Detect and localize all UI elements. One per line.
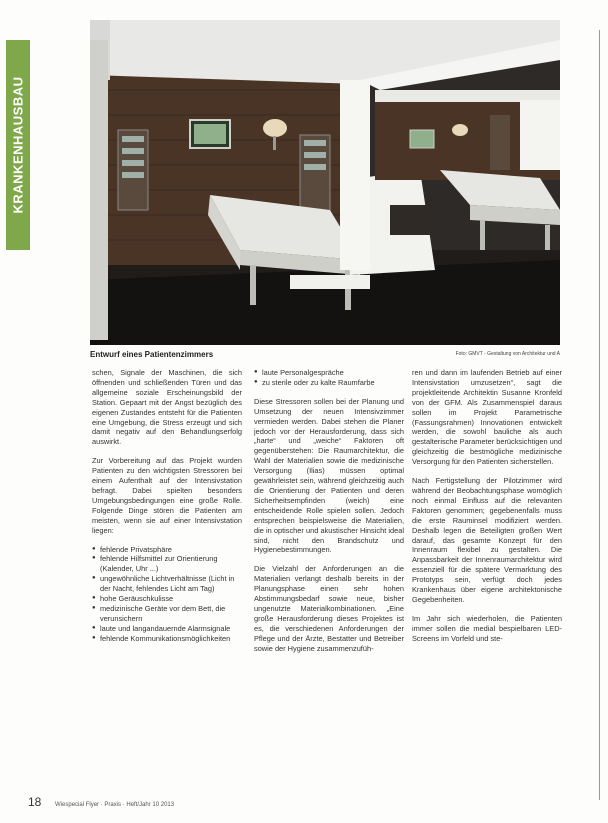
text-column-2 — [254, 368, 404, 662]
list-item: ● fehlende Hilfsmittel zur Orientierung (Kalender, Uhr ...) — [92, 554, 242, 574]
section-tab-label: KRANKENHAUSBAU — [10, 76, 26, 214]
photo-caption: Entwurf eines Patientenzimmers — [90, 350, 214, 359]
stressor-list-continued — [254, 368, 404, 388]
list-item: ● laute Personalgespräche — [254, 368, 404, 378]
paragraph: Nach Fertigstellung der Pilotzimmer wird während der Beobachtungsphase womöglich noch einmal Einfluss auf die relevanten Faktoren genommen; gegebenenfalls muss die erste Rauminsel modifiziert werden. Deshalb legen die Beteiligten großen Wert darauf, das gesamte Konzept für den Innenraum flexibel zu gestalten. Die Anpassbarkeit der Innenraumarchitektur wird essenziell für die spätere Vermarktung des Prototyps sein, verfügt doch jedes Krankenhaus über eigene architektonische Gegebenheiten. — [412, 476, 562, 604]
patient-room-photo — [90, 20, 560, 345]
photo-credit: Foto: GMVT - Gestaltung von Architektur und A — [455, 351, 560, 357]
list-item: ● hohe Geräuschkulisse — [92, 594, 242, 604]
footer-text: Wiespecial Flyer · Praxis · Heft/Jahr 10 2013 — [55, 802, 175, 808]
paragraph: Die Vielzahl der Anforderungen an die Materialien verlangt deshalb bereits in der Planungsphase einen sehr hohen Abstimmungsbedarf sowie neue, bisher ungenutzte Materialkombinationen. „Eine große Herausforderung dieses Projektes ist es, die verschiedenen Anforderungen der Pflege und der Ärzte, Bestatter und Betreiber sowie der Hygiene zusammenzufüh- — [254, 564, 404, 653]
stressor-list — [92, 545, 242, 644]
paragraph: Zur Vorbereitung auf das Projekt wurden Patienten zu den wichtigsten Stressoren bei einem Aufenthalt auf der Intensivstation befragt. Dabei spielten besonders Umgebungsbedingungen eine große Rolle. Folgende Dinge stören die Patienten am meisten, wenn sie auf einer Intensivstation liegen: — [92, 456, 242, 535]
page-footer — [28, 795, 174, 809]
list-item: ● ungewöhnliche Lichtverhältnisse (Licht in der Nacht, fehlendes Licht am Tag) — [92, 574, 242, 594]
list-item: ● fehlende Kommunikationsmöglichkeiten — [92, 634, 242, 644]
paragraph: Diese Stressoren sollen bei der Planung und Umsetzung der neuen Intensivzimmer vermieden werden. Dabei stehen die Planer jedoch vor der Herausforderung, dass sich „harte“ und „weiche“ Faktoren oft gegenüberstehen: Die Raumarchitektur, die Wahl der Materialien sowie die medizinische Versorgung (Ilias) müssen optimal gewährleistet sein, während gleichzeitig auch die Orientierung der Patienten und deren Sicherheitsempfinden (weich) eine entscheidende Rolle spielen sollen. Jedoch entsprechen beispielsweise die Materialien, die in optischer und akustischer Hinsicht ideal sind, nicht den Brandschutz und Hygienebestimmungen. — [254, 396, 404, 555]
list-item: ● zu sterile oder zu kalte Raumfarbe — [254, 378, 404, 388]
text-column-3 — [412, 368, 562, 653]
list-item: ● medizinische Geräte vor dem Bett, die verunsichern — [92, 604, 242, 624]
list-item: ● laute und langandauernde Alarmsignale — [92, 624, 242, 634]
page-number: 18 — [28, 795, 42, 809]
paragraph: schen, Signale der Maschinen, die sich öffnenden und schließenden Türen und das allgemeine soziale Erscheinungsbild der Station. Gepaart mit der Angst bezüglich des eigenen Zustandes entsteht für die Patienten eine Umgebung, die Stress erzeugt und sich damit negativ auf den Behandlungserfolg auswirkt. — [92, 368, 242, 447]
paragraph: ren und dann im laufenden Betrieb auf einer Intensivstation umzusetzen“, sagt die projektleitende Architektin Susanne Kronfeld von der GFM. Als Zusammenspiel daraus sollen im Projekt Parametrische (Fassungsrahmen) Innovationen entwickelt werden, die sowohl bauliche als auch gestalterische Parameter berücksichtigen und gleichzeitig die bestmögliche medizinische Versorgung für den Patienten sicherstellen. — [412, 368, 562, 467]
list-item: ● fehlende Privatsphäre — [92, 545, 242, 555]
page-edge-line — [599, 30, 600, 800]
section-tab — [6, 40, 30, 250]
paragraph: Im Jahr sich wiederholen, die Patienten immer sollen die medial bespielbaren LED-Screens im Vorfeld und ste- — [412, 613, 562, 643]
text-column-1 — [92, 368, 242, 653]
